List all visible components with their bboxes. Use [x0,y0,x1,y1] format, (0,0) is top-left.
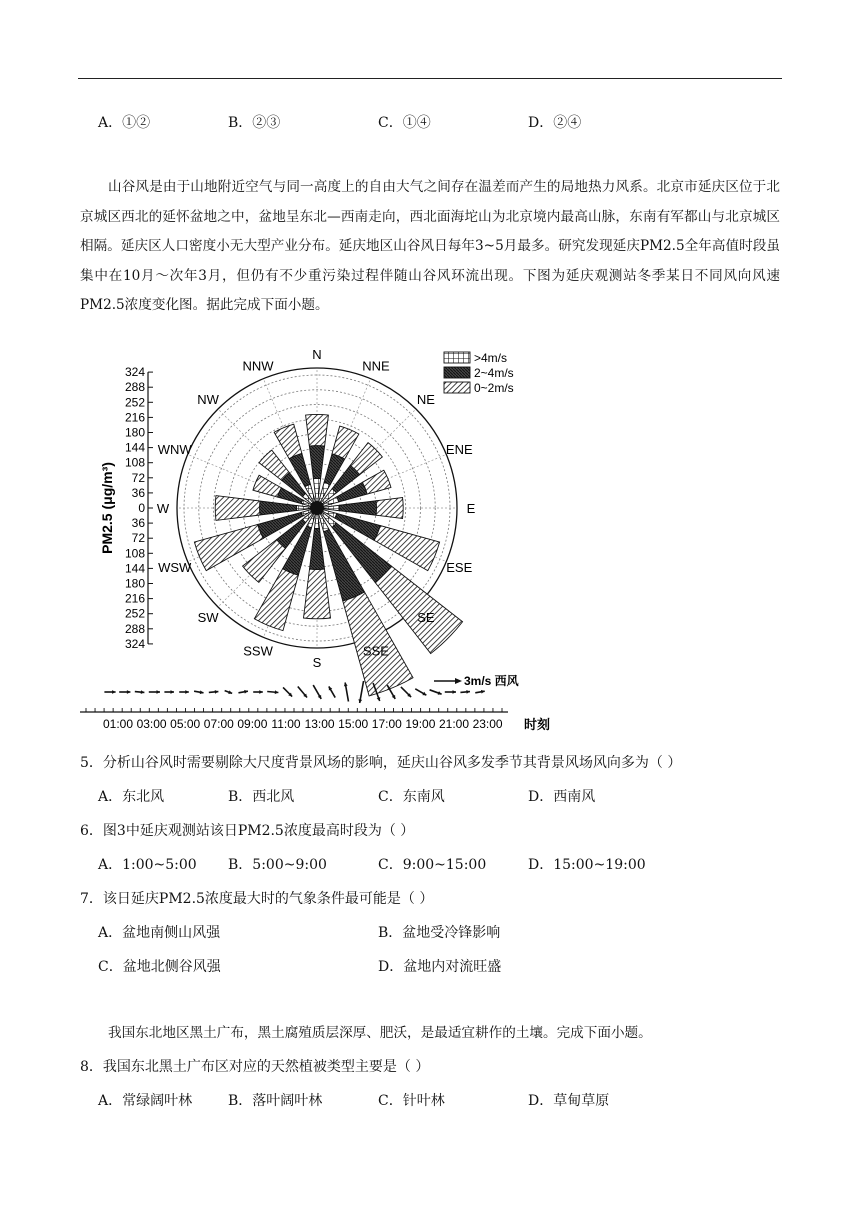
wind-arrow [313,685,321,699]
q8-option-d[interactable]: D．草甸草原 [528,1093,610,1109]
time-tick-label: 15:00 [338,717,369,731]
q7-option-d[interactable]: D．盆地内对流旺盛 [378,959,502,975]
direction-label-nw: NW [197,392,219,408]
rose-bar-w-2 [215,496,260,521]
y-tick-label: 72 [131,470,145,485]
time-tick-label: 17:00 [371,717,402,731]
q6-option-c[interactable]: C．9:00~15:00 [378,857,487,873]
wind-arrow [475,690,484,694]
time-tick-label: 23:00 [472,717,503,731]
legend-swatch [444,382,470,393]
option-d[interactable]: D．②④ [528,115,582,131]
direction-label-s: S [312,655,322,670]
rose-bar-ene-2 [362,470,391,494]
q7-stem: 7．该日延庆PM2.5浓度最大时的气象条件最可能是（ ） [80,891,434,907]
wind-legend-label: 3m/s 西风 [464,674,519,688]
y-tick-label: 36 [131,485,145,500]
rose-bar-nne-2 [332,426,359,459]
wind-arrow [179,690,189,694]
wind-arrow [194,690,203,694]
q6-option-a[interactable]: A．1:00~5:00 [98,857,197,873]
direction-label-w: W [156,501,170,516]
q8-stem: 8．我国东北黑土广布区对应的天然植被类型主要是（ ） [80,1059,430,1075]
time-tick-label: 05:00 [170,717,201,731]
center-dot [310,501,324,515]
direction-label-sse: SSE [362,643,389,659]
time-tick-label: 11:00 [271,717,301,731]
time-tick-label: 09:00 [237,717,268,731]
passage-1: 山谷风是由于山地附近空气与同一高度上的自由大气之间存在温差而产生的局地热力风系。北京市延庆区位于北京城区西北的延怀盆地之中，盆地呈东北—西南走向，西北面海坨山为北京境内最高山脉，东南有军都山与北京城区相隔。延庆区人口密度小无大型产业分布。延庆地区山谷风日每年3~5月最多。研究发现延庆PM2.5全年高值时段虽集中在10月～次年3月，但仍有不少重污染过程伴随山谷风环流出现。下图为延庆观测站冬季某日不同风向风速PM2.5浓度变化图。据此完成下面小题。 [80,179,780,313]
q7-option-c[interactable]: C．盆地北侧谷风强 [98,959,221,975]
time-tick-label: 21:00 [438,717,470,731]
direction-label-sw: SW [197,609,219,625]
option-a[interactable]: A．①② [98,115,151,131]
wind-arrow [209,690,219,694]
wind-arrow [445,690,456,694]
time-tick-label: 07:00 [203,717,234,731]
wind-arrow [430,690,442,695]
legend-label: 0~2m/s [474,381,514,395]
y-tick-label: 252 [124,395,145,410]
direction-label-nnw: NNW [242,358,274,374]
q5-option-a[interactable]: A．东北风 [98,789,165,805]
y-tick-label: 108 [124,546,145,561]
q6-option-b[interactable]: B．5:00~9:00 [228,857,327,873]
y-tick-label: 288 [124,380,145,395]
rose-bar-e-1 [339,501,376,516]
option-b[interactable]: B．②③ [228,115,281,131]
direction-label-ene: ENE [445,442,473,458]
y-tick-label: 144 [124,440,145,455]
time-tick-label: 19:00 [405,717,436,731]
wind-arrow [460,690,470,694]
q5-stem: 5．分析山谷风时需要剔除大尺度背景风场的影响，延庆山谷风多发季节其背景风场风向多为（ ） [80,755,682,771]
rose-bar-w-1 [260,501,297,515]
q6-stem: 6．图3中延庆观测站该日PM2.5浓度最高时段为（ ） [80,823,415,839]
q5-option-d[interactable]: D．西南风 [528,789,596,805]
rose-bar-s-0 [314,514,319,529]
y-tick-label: 216 [124,410,145,425]
direction-label-e: E [466,501,476,516]
rose-bar-e-2 [376,497,403,518]
legend-label: >4m/s [474,351,508,365]
time-tick-label: 13:00 [304,717,335,731]
direction-label-nne: NNE [362,358,390,374]
y-tick-label: 180 [124,425,145,440]
time-tick-label: 01:00 [102,717,134,731]
wind-rose [157,348,476,696]
pm25-wind-rose-chart [78,348,558,740]
y-axis [125,365,153,651]
wind-legend-arrowhead [455,678,462,684]
wind-arrow [104,690,115,694]
y-tick-label: 36 [131,516,145,531]
direction-label-wnw: WNW [157,442,192,458]
legend-label: 2~4m/s [474,366,514,380]
time-tick-label: 03:00 [136,717,167,731]
q8-option-c[interactable]: C．针叶林 [378,1093,445,1109]
y-tick-label: 72 [131,531,145,546]
rose-bar-nw-2 [259,450,289,480]
wind-timeline [80,673,550,732]
rose-bar-n-2 [306,414,329,446]
y-tick-label: 144 [124,561,145,576]
wind-arrow [238,690,247,694]
wind-arrow [415,689,426,695]
direction-label-wsw: WSW [158,559,192,575]
rose-bar-n-1 [309,446,324,479]
q8-option-a[interactable]: A．常绿阔叶林 [98,1093,193,1109]
direction-label-se: SE [417,609,435,625]
y-tick-label: 252 [124,606,145,621]
passage-2: 我国东北地区黑土广布，黑土腐殖质层深厚、肥沃，是最适宜耕作的土壤。完成下面小题。 [108,1025,652,1041]
direction-label-ne: NE [416,392,435,408]
time-axis-label: 时刻 [524,717,551,732]
wind-arrow [283,687,292,696]
wind-arrow [401,687,411,697]
y-tick-label: 324 [124,365,145,380]
direction-label-ese: ESE [446,559,473,575]
rose-bar-s-2 [303,569,330,619]
wind-arrow [344,683,349,702]
y-tick-label: 180 [124,576,145,591]
y-tick-label: 108 [124,455,145,470]
q7-option-a[interactable]: A．盆地南侧山风强 [98,925,221,941]
legend-swatch [444,367,470,378]
y-axis-label: PM2.5 (μg/m³) [99,462,115,554]
y-tick-label: 216 [124,591,145,606]
q8-option-b[interactable]: B．落叶阔叶林 [228,1093,323,1109]
wind-arrow [225,690,233,694]
q6-option-d[interactable]: D．15:00~19:00 [528,857,646,873]
rose-bar-s-1 [309,528,324,569]
q7-option-b[interactable]: B．盆地受冷锋影响 [378,925,501,941]
wind-arrow [164,690,174,694]
rose-bar-nnw-2 [274,424,302,459]
legend-swatch [444,352,470,363]
y-tick-label: 324 [124,636,145,651]
wind-arrow [119,690,130,694]
y-tick-label: 288 [124,621,145,636]
wind-arrow [135,690,145,694]
wind-arrow [267,690,278,694]
direction-label-n: N [312,348,322,362]
legend [444,351,514,395]
wind-arrow [253,690,263,694]
header-rule [78,78,782,79]
wind-arrow [329,686,335,697]
wind-arrow [298,686,307,697]
wind-arrow [149,690,160,694]
option-c[interactable]: C．①④ [378,115,431,131]
wind-arrow [358,681,363,703]
q5-option-c[interactable]: C．东南风 [378,789,445,805]
rose-bar-wnw-2 [253,475,281,497]
q5-option-b[interactable]: B．西北风 [228,789,295,805]
y-tick-label: 0 [138,501,145,515]
rose-bar-w-0 [296,505,311,510]
direction-label-ssw: SSW [243,643,273,659]
